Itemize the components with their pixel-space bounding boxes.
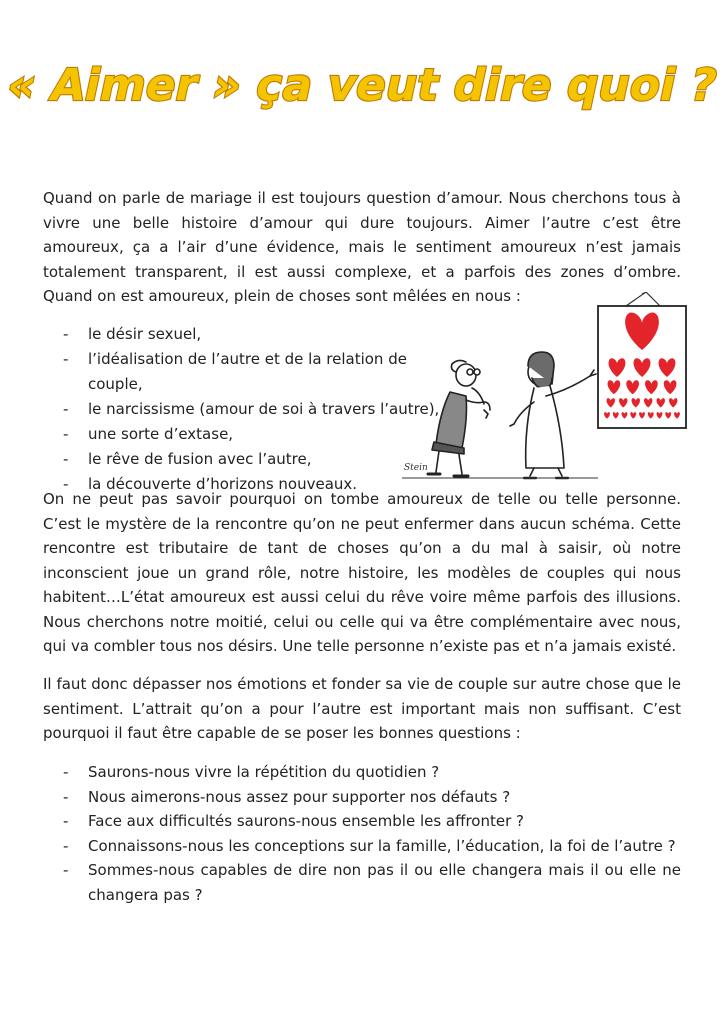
list-item: - Nous aimerons-nous assez pour supporter nos défauts ?: [43, 785, 681, 810]
list-item: - Sommes-nous capables de dire non pas il ou elle changera mais il ou elle ne changera pas ?: [43, 858, 681, 907]
list-item: - une sorte d’extase,: [43, 422, 463, 447]
list-item: - la découverte d’horizons nouveaux.: [43, 472, 463, 497]
cartoon-illustration: [398, 292, 696, 482]
list-item: - Saurons-nous vivre la répétition du quotidien ?: [43, 760, 681, 785]
heart-poster: [598, 292, 686, 428]
intro-paragraph: Quand on parle de mariage il est toujours question d’amour. Nous cherchons tous à vivre une belle histoire d’amour qui dure toujours. Aimer l’autre c’est être amoureux, ça a l’air d’une évidence, mais le sentiment amoureux n’est jamais totalement transparent, il est aussi complexe, et a parfois des zones d’ombre. Quand on est amoureux, plein de choses sont mêlées en nous :: [43, 189, 681, 305]
mystery-paragraph: On ne peut pas savoir pourquoi on tombe amoureux de telle ou telle personne. C’est le mystère de la rencontre qu’on ne peut enfermer dans aucun schéma. Cette rencontre est tributaire de tant de choses qu’on a du mal à saisir, où notre inconscient joue un grand rôle, notre histoire, les modèles de couples qui nous habitent…L’état amoureux est aussi celui du rêve voire même parfois des illusions. Nous cherchons notre moitié, celui ou celle qui va être complémentaire avec nous, qui va combler tous nos désirs. Une telle personne n’existe pas et n’a jamais existé.: [43, 490, 681, 655]
questions-list: [43, 760, 681, 907]
page-title-text: « Aimer » ça veut dire quoi ?: [2, 60, 722, 111]
list-item: - le rêve de fusion avec l’autre,: [43, 447, 463, 472]
list-item: - le narcissisme (amour de soi à travers l’autre),: [43, 397, 463, 422]
list-item: - Connaissons-nous les conceptions sur la famille, l’éducation, la foi de l’autre ?: [43, 834, 681, 859]
list-item: - le désir sexuel,: [43, 322, 463, 347]
page-title: [0, 48, 724, 118]
list-item: - l’idéalisation de l’autre et de la relation de couple,: [43, 347, 463, 397]
list-item: - Face aux difficultés saurons-nous ensemble les affronter ?: [43, 809, 681, 834]
questions-intro-paragraph: Il faut donc dépasser nos émotions et fonder sa vie de couple sur autre chose que le sentiment. L’attrait qu’on a pour l’autre est important mais non suffisant. C’est pourquoi il faut être capable de se poser les bonnes questions :: [43, 675, 681, 742]
bearded-man-figure: [510, 352, 596, 478]
artist-signature: Stein: [404, 463, 428, 473]
man-figure: [428, 360, 490, 476]
